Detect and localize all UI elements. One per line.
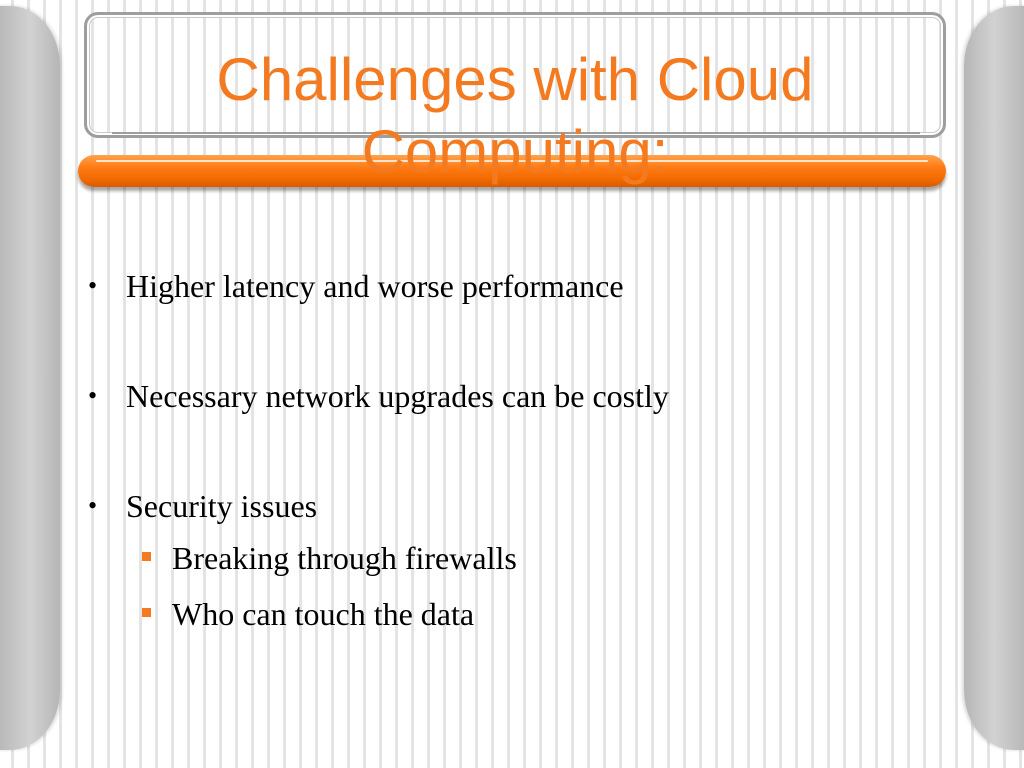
square-bullet-icon: [142, 608, 151, 617]
bullet-text: Necessary network upgrades can be costly: [126, 378, 669, 414]
bullet-item: [86, 372, 916, 420]
sub-bullet-item: [86, 534, 916, 582]
bullet-text: Security issues: [126, 488, 318, 524]
bullet-list: [86, 262, 916, 646]
sub-bullet-list: [86, 534, 916, 638]
bullet-dot-icon: •: [88, 271, 98, 300]
slide-title: Challenges with Cloud Computing:: [216, 46, 814, 185]
bullet-item: [86, 482, 916, 530]
bullet-text: Higher latency and worse performance: [126, 268, 624, 304]
sub-bullet-item: [86, 590, 916, 638]
bullet-item: [86, 262, 916, 310]
bullet-dot-icon: •: [88, 381, 98, 410]
right-decorative-bar: [964, 6, 1024, 750]
sub-bullet-text: Who can touch the data: [172, 596, 475, 632]
left-decorative-bar: [0, 6, 60, 750]
sub-bullet-text: Breaking through firewalls: [172, 540, 517, 576]
bullet-dot-icon: •: [88, 491, 98, 520]
square-bullet-icon: [142, 552, 151, 561]
